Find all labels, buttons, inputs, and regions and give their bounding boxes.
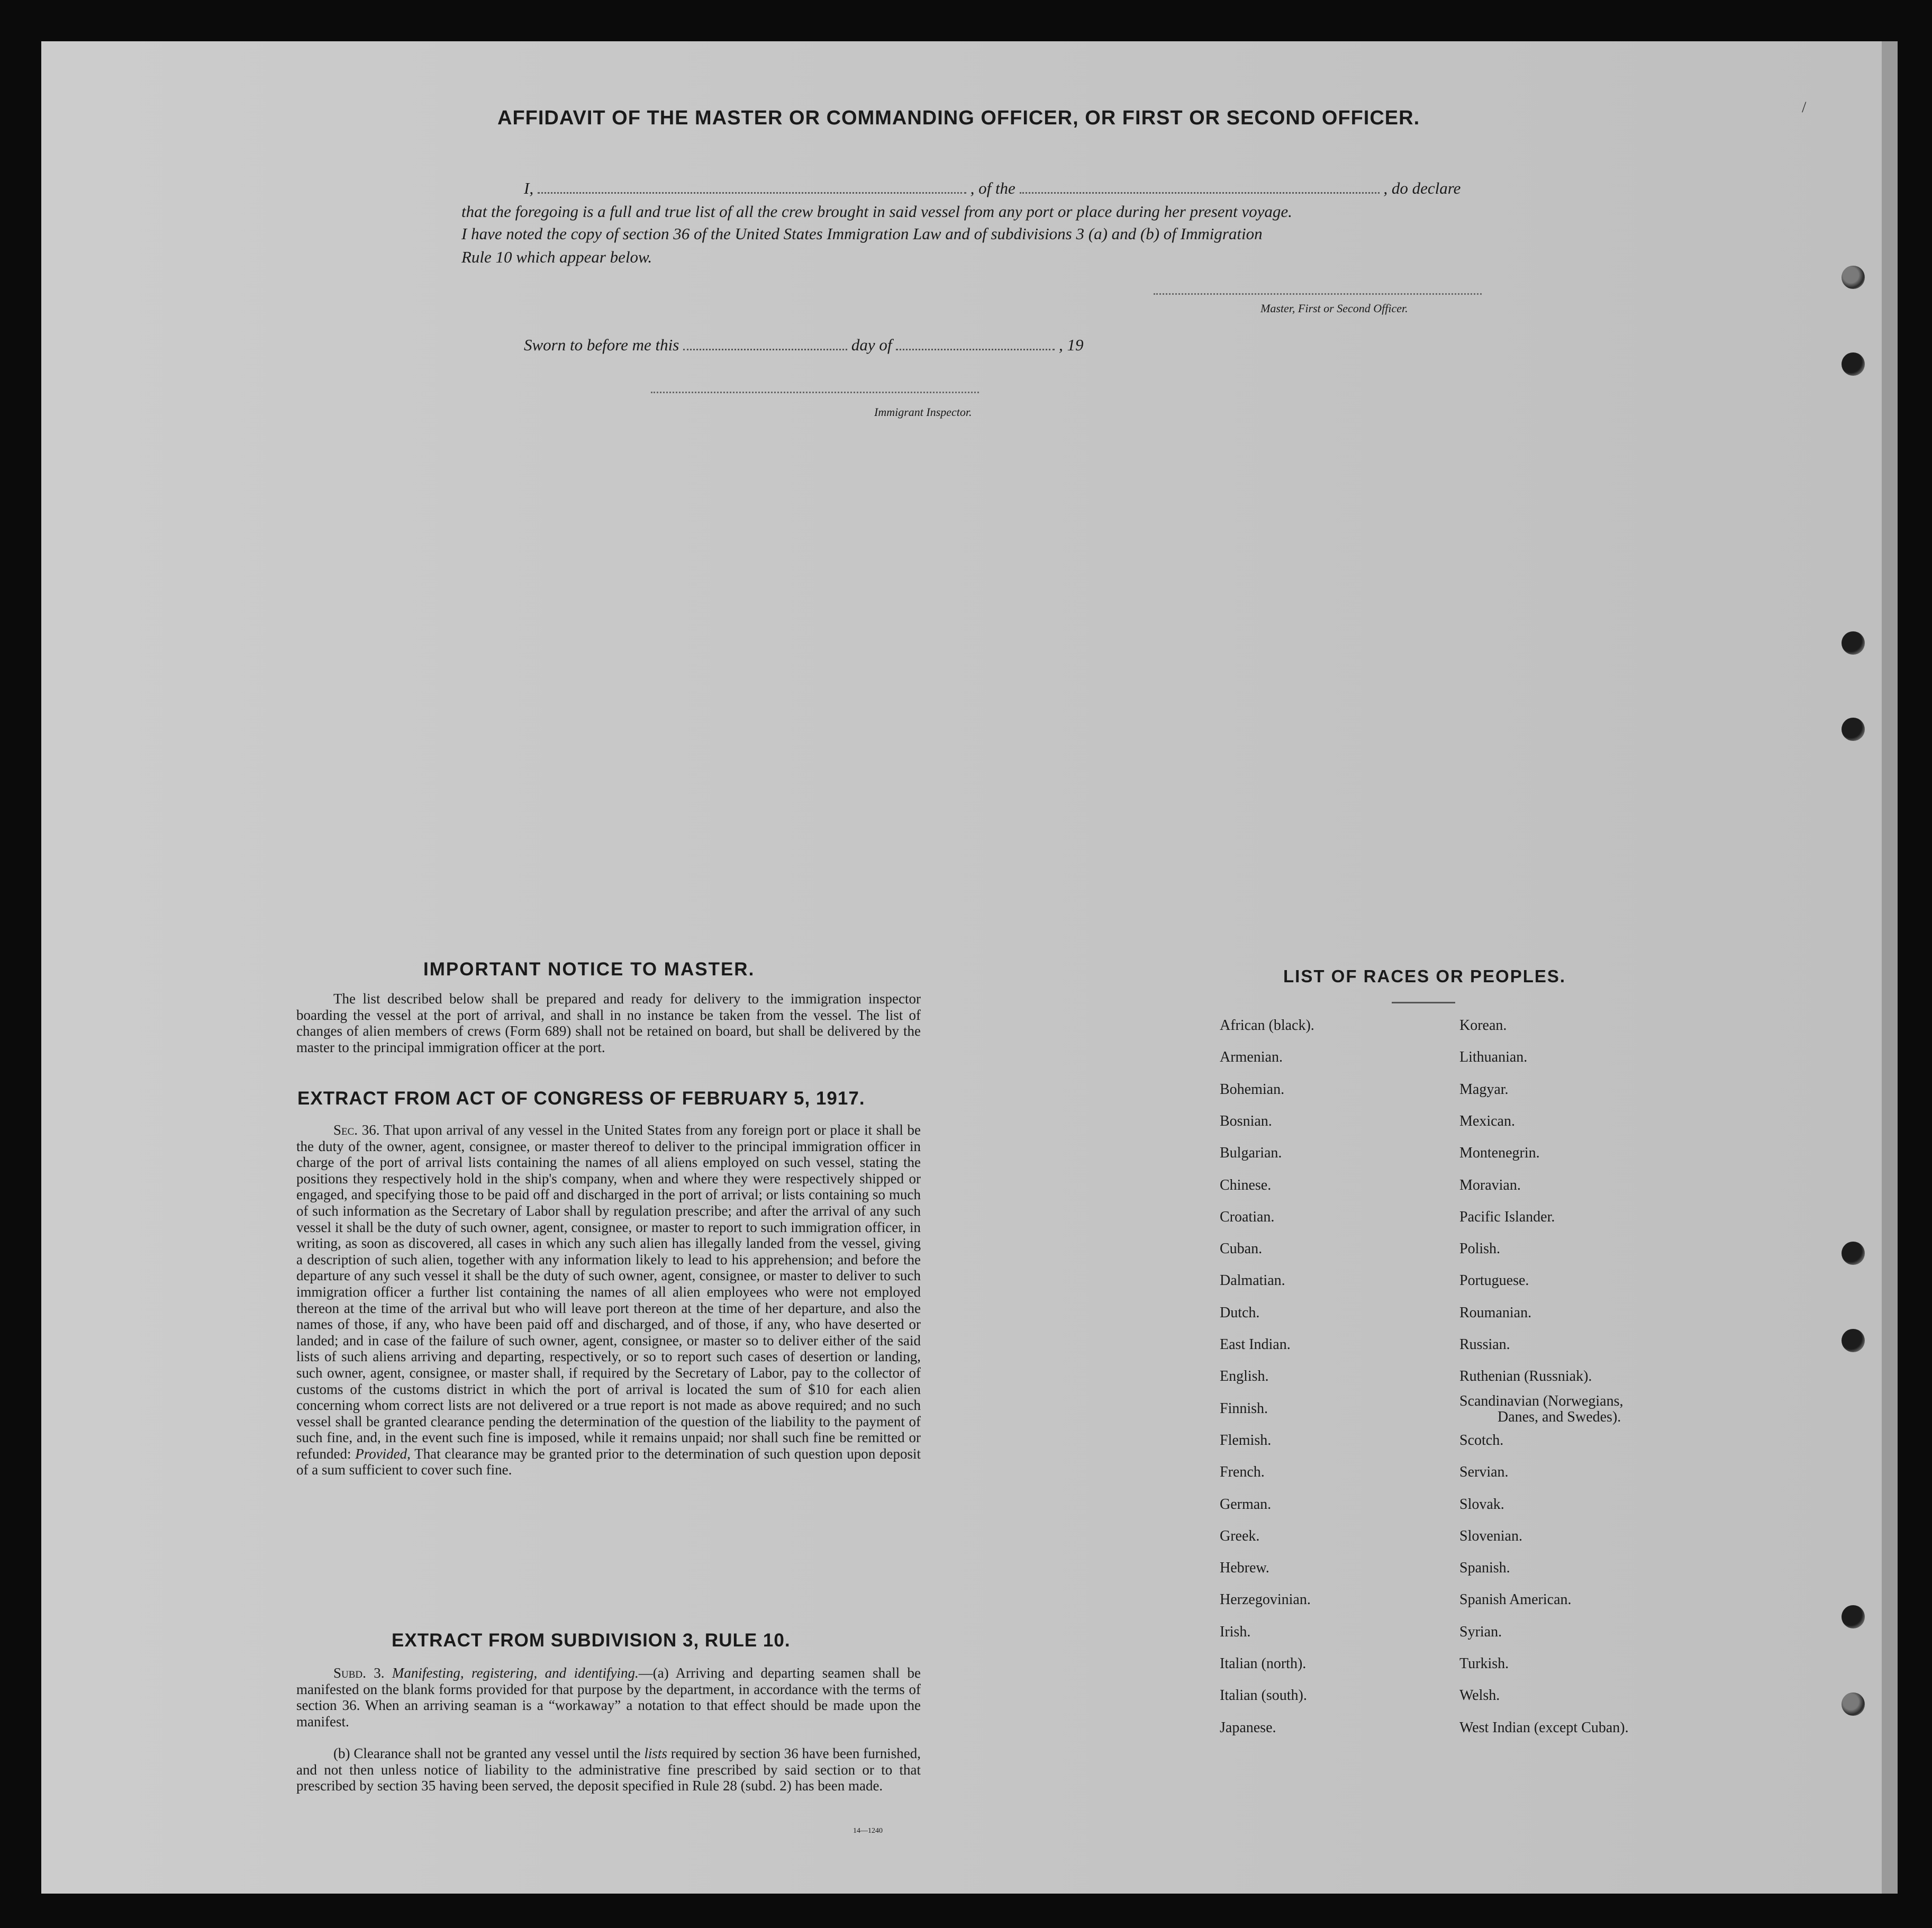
race-item: Syrian. xyxy=(1459,1624,1502,1640)
race-item: Bohemian. xyxy=(1220,1081,1285,1098)
race-item: Scandinavian (Norwegians, xyxy=(1459,1393,1623,1409)
race-item: Dalmatian. xyxy=(1220,1272,1285,1289)
race-item: Turkish. xyxy=(1459,1655,1509,1672)
sheet-edge xyxy=(1882,41,1898,1894)
races-heading: LIST OF RACES OR PEOPLES. xyxy=(1283,966,1566,986)
master-signature-line[interactable] xyxy=(1154,292,1482,295)
race-item: Moravian. xyxy=(1459,1177,1521,1193)
affidavit-line-4: Rule 10 which appear below. xyxy=(461,248,652,266)
section-label: Sec. 36. xyxy=(333,1122,380,1138)
section-text: That upon arrival of any vessel in the United States from any foreign port or place it shall be the duty of the owner, agent, consignee, or master thereof to deliver to the principal immigration officer in charge of the port of arrival lists containing the names of all aliens employed on such vessel, stating the positions they respectively hold in the ship's company, when and where they were respectively shipped or engaged, and specifying those to be paid off and discharged in the port of arrival; or lists containing so much of such information as the Secretary of Labor shall by regulation prescribe; and after the arrival of any such vessel it shall be the duty of such owner, agent, consignee, or master to report to such immigration officer, in writing, as soon as discovered, all cases in which any such alien has illegally landed from the vessel, giving a description of such alien, together with any information likely to lead to his apprehension; and before the departure of any such vessel it shall be the duty of such owner, agent, consignee, or master to deliver to such immigration officer a further list containing the names of all alien employees who were not employed thereon at the time of the arrival but who will leave port thereon at the time of her departure, and also the names of those, if any, who have been paid off and discharged, and of those, if any, who have deserted or landed; and in case of the failure of such owner, agent, consignee, or master so to deliver either of the said lists of such aliens arriving and departing, respectively, or so to report such cases of desertion or landing, such owner, agent, consignee, or master shall, if required by the Secretary of Labor, pay to the collector of customs of the customs district in which the port of arrival is located the sum of $10 for each alien concerning whom correct lists are not delivered or a true report is not made as above required; and no such vessel shall be granted clearance pending the determination of the question of the liability to the payment of such fine, and, in the event such fine is imposed, while it remains unpaid; nor shall such fine be remitted or refunded: xyxy=(296,1122,921,1462)
master-signature-label: Master, First or Second Officer. xyxy=(1260,302,1408,315)
affidavit-of-the: , of the xyxy=(970,179,1015,197)
race-item: West Indian (except Cuban). xyxy=(1459,1719,1629,1736)
punch-hole xyxy=(1842,1242,1865,1265)
race-item: Herzegovinian. xyxy=(1220,1591,1311,1608)
section-36-paragraph xyxy=(296,1122,921,1478)
race-item: Japanese. xyxy=(1220,1719,1276,1736)
punch-hole xyxy=(1842,1605,1865,1628)
race-item: Chinese. xyxy=(1220,1177,1272,1193)
sworn-text: Sworn to before me this xyxy=(524,336,679,354)
race-item: Russian. xyxy=(1459,1336,1510,1353)
subd-title: Manifesting, registering, and identifying. xyxy=(392,1665,639,1681)
race-item: Slovak. xyxy=(1459,1496,1504,1513)
punch-hole xyxy=(1842,1692,1865,1716)
race-item: African (black). xyxy=(1220,1017,1314,1034)
year-text: , 19 xyxy=(1058,336,1084,354)
race-item: Montenegrin. xyxy=(1459,1145,1540,1161)
race-item: Greek. xyxy=(1220,1528,1260,1544)
inspector-signature-line[interactable] xyxy=(651,391,979,393)
sworn-line xyxy=(524,336,1083,355)
subd-b-text1: Clearance shall not be granted any vessel until the xyxy=(353,1745,641,1761)
race-item: Italian (north). xyxy=(1220,1655,1307,1672)
affidavit-line-1 xyxy=(524,179,1461,198)
affidavit-heading: AFFIDAVIT OF THE MASTER OR COMMANDING OFFICER, OR FIRST OR SECOND OFFICER. xyxy=(497,107,1420,129)
punch-hole xyxy=(1842,352,1865,376)
subd-a-marker: —(a) xyxy=(638,1665,669,1681)
race-item: Welsh. xyxy=(1459,1687,1500,1704)
act-extract-heading: EXTRACT FROM ACT OF CONGRESS OF FEBRUARY 5, 1917. xyxy=(297,1088,865,1109)
notice-heading: IMPORTANT NOTICE TO MASTER. xyxy=(423,959,755,980)
race-item: Pacific Islander. xyxy=(1459,1209,1555,1225)
race-item: Hebrew. xyxy=(1220,1560,1269,1576)
punch-hole xyxy=(1842,631,1865,655)
punch-hole xyxy=(1842,1329,1865,1352)
race-item: Scotch. xyxy=(1459,1432,1504,1449)
race-item: Flemish. xyxy=(1220,1432,1272,1449)
race-item: Portuguese. xyxy=(1459,1272,1529,1289)
punch-hole xyxy=(1842,266,1865,289)
month-blank[interactable] xyxy=(896,337,1055,350)
race-item: Ruthenian (Russniak). xyxy=(1459,1368,1592,1384)
subdivision-b-paragraph xyxy=(296,1745,921,1794)
race-item: East Indian. xyxy=(1220,1336,1291,1353)
pen-mark: / xyxy=(1802,98,1807,116)
subdivision-a-paragraph xyxy=(296,1665,921,1730)
race-item: Spanish American. xyxy=(1459,1591,1572,1608)
race-item: Korean. xyxy=(1459,1017,1507,1034)
form-code: 14—1240 xyxy=(853,1827,883,1835)
subd-a-text: Arriving and departing seamen shall be manifested on the blank forms provided for that purpose by the department, in accordance with the terms of section 36. When an arriving seaman is a “workaway” a notation to that effect should be made upon the manifest. xyxy=(296,1665,921,1730)
race-item: Servian. xyxy=(1459,1464,1509,1480)
race-item: Magyar. xyxy=(1459,1081,1509,1098)
inspector-signature-label: Immigrant Inspector. xyxy=(874,405,972,419)
race-item-continuation: Danes, and Swedes). xyxy=(1498,1409,1621,1425)
race-item: Spanish. xyxy=(1459,1560,1510,1576)
race-item: Bosnian. xyxy=(1220,1113,1272,1129)
provided-word: Provided, xyxy=(355,1445,411,1462)
race-item: Finnish. xyxy=(1220,1400,1268,1417)
race-item: Lithuanian. xyxy=(1459,1049,1528,1065)
affidavit-line-3: I have noted the copy of section 36 of the United States Immigration Law and of subdivisions 3 (a) and (b) of Immigration xyxy=(461,224,1263,243)
race-item: Bulgarian. xyxy=(1220,1145,1282,1161)
rule-extract-heading: EXTRACT FROM SUBDIVISION 3, RULE 10. xyxy=(392,1630,791,1651)
race-item: Armenian. xyxy=(1220,1049,1283,1065)
race-item: Cuban. xyxy=(1220,1241,1263,1257)
notice-text: The list described below shall be prepared and ready for delivery to the immigration inspector boarding the vessel at the port of arrival, and shall in no instance be taken from the vessel. The list of changes of alien members of crews (Form 689) shall not be retained on board, but shall be delivered by the master to the principal immigration officer at the port. xyxy=(296,991,921,1055)
race-item: French. xyxy=(1220,1464,1265,1480)
notice-paragraph xyxy=(296,991,921,1055)
section-end: That clearance may be granted prior to the determination of such question upon deposit of a sum sufficient to cover such fine. xyxy=(296,1445,921,1478)
subd-b-lists: lists xyxy=(644,1745,667,1761)
vessel-blank[interactable] xyxy=(1020,180,1380,194)
punch-hole xyxy=(1842,718,1865,741)
race-item: Croatian. xyxy=(1220,1209,1275,1225)
race-item: Italian (south). xyxy=(1220,1687,1307,1704)
race-item: Irish. xyxy=(1220,1624,1251,1640)
day-blank[interactable] xyxy=(683,337,847,350)
race-item: Dutch. xyxy=(1220,1305,1260,1321)
race-item: Roumanian. xyxy=(1459,1305,1532,1321)
subd-b-text2: required by section 36 have been furnished, and not then unless notice of liability to the administrative fine prescribed by said section or to that prescribed by section 35 having been served, the deposit specified in Rule 28 (subd. 2) has been made. xyxy=(296,1745,921,1794)
race-item: Mexican. xyxy=(1459,1113,1515,1129)
affidavit-declare: , do declare xyxy=(1383,179,1461,197)
name-blank[interactable] xyxy=(538,180,966,194)
affidavit-i: I, xyxy=(524,179,534,197)
subd-b-marker: (b) xyxy=(333,1745,350,1761)
subd-label: Subd. 3. xyxy=(333,1665,385,1681)
day-of-text: day of xyxy=(851,336,892,354)
races-heading-rule xyxy=(1392,1002,1455,1003)
race-item: Polish. xyxy=(1459,1241,1501,1257)
affidavit-line-2: that the foregoing is a full and true list of all the crew brought in said vessel from any port or place during her present voyage. xyxy=(461,202,1292,221)
race-item: English. xyxy=(1220,1368,1269,1384)
document-sheet xyxy=(41,41,1882,1894)
race-item: German. xyxy=(1220,1496,1272,1513)
race-item: Slovenian. xyxy=(1459,1528,1522,1544)
